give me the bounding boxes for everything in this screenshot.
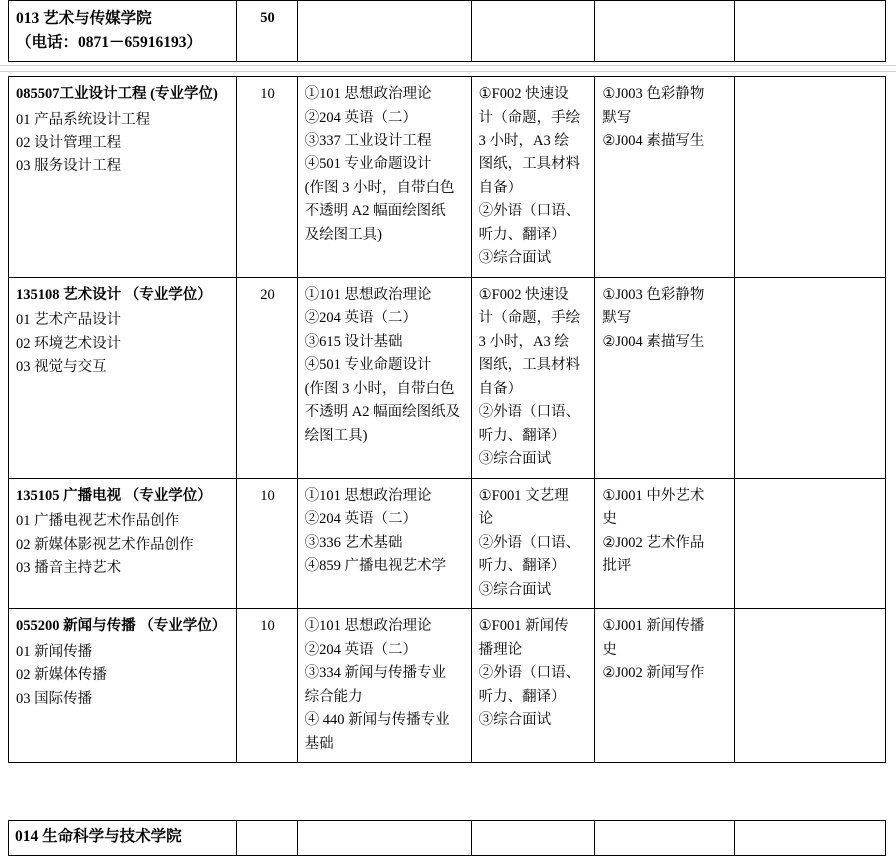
exam-line: ②204 英语（二） <box>304 310 418 327</box>
program-cell <box>9 77 237 278</box>
table-row <box>9 1 886 62</box>
direction-item: 03 服务设计工程 <box>16 158 122 175</box>
initial-exam-cell <box>297 609 471 763</box>
equivalent-line: ①J001 中外艺术 <box>602 487 705 504</box>
exam-line: ①101 思想政治理论 <box>304 86 432 103</box>
remark-cell <box>735 1 886 62</box>
exam-line: 及绘图工具) <box>304 226 382 243</box>
majors-table <box>8 76 886 763</box>
equivalent-line: 批评 <box>602 558 632 575</box>
exam-line: 不透明 A2 幅面绘图纸及 <box>304 404 461 421</box>
retest-line: ③综合面试 <box>478 250 552 267</box>
enrollment-count: 20 <box>237 277 297 478</box>
program-directions <box>16 109 230 179</box>
remark-cell <box>735 77 886 278</box>
exam-line: 综合能力 <box>304 688 363 705</box>
initial-exam-cell <box>297 1 471 62</box>
program-directions <box>16 641 230 711</box>
equivalent-line: ②J002 艺术作品 <box>602 534 705 551</box>
program-cell <box>9 478 237 608</box>
initial-exam-cell <box>297 277 471 478</box>
retest-line: ②外语（口语、 <box>478 534 581 551</box>
equivalent-line: ①J003 色彩静物 <box>602 86 705 103</box>
direction-item: 02 环境艺术设计 <box>16 335 122 352</box>
program-directions <box>16 309 230 379</box>
college-phone: （电话：0871－65916193） <box>16 34 203 52</box>
equivalent-cell <box>595 77 735 278</box>
table-row <box>9 77 886 278</box>
exam-line: ③337 工业设计工程 <box>304 133 432 149</box>
initial-exam-cell <box>297 478 471 608</box>
exam-line: ②204 英语（二） <box>304 109 418 126</box>
retest-cell <box>471 609 595 763</box>
program-title: 085507工业设计工程 (专业学位) <box>16 86 218 103</box>
equivalent-line: ①J003 色彩静物 <box>602 286 705 303</box>
initial-exam-cell <box>297 77 471 278</box>
enrollment-count: 10 <box>237 77 297 278</box>
exam-line: 不透明 A2 幅面绘图纸 <box>304 203 446 220</box>
program-title: 135108 艺术设计 （专业学位） <box>16 286 212 303</box>
retest-line: 3 小时，A3 绘 <box>478 133 569 149</box>
retest-line: ②外语（口语、 <box>478 404 581 421</box>
retest-line: ①F002 快速设 <box>478 86 569 103</box>
retest-line: 图纸，工具材料 <box>478 156 581 173</box>
retest-line: 图纸，工具材料 <box>478 357 581 374</box>
retest-cell <box>471 277 595 478</box>
equivalent-cell <box>595 1 735 62</box>
college-name-cell <box>9 1 237 62</box>
retest-line: 听力、翻译） <box>478 427 566 444</box>
retest-line: ①F001 文艺理 <box>478 487 569 504</box>
next-equivalent-cell <box>595 821 735 856</box>
retest-line: ①F002 快速设 <box>478 286 569 303</box>
exam-line: ①101 思想政治理论 <box>304 618 432 635</box>
retest-line: ③综合面试 <box>478 451 552 468</box>
direction-item: 02 新媒体传播 <box>16 667 107 684</box>
exam-line: ④501 专业命题设计 <box>304 156 432 173</box>
exam-line: ②204 英语（二） <box>304 641 418 658</box>
exam-line: 绘图工具) <box>304 427 368 444</box>
equivalent-line: 默写 <box>602 109 632 126</box>
direction-item: 02 新媒体影视艺术作品创作 <box>16 536 194 553</box>
retest-line: 播理论 <box>478 641 523 658</box>
direction-item: 01 广播电视艺术作品创作 <box>16 513 180 530</box>
retest-line: ③综合面试 <box>478 581 552 598</box>
direction-item: 02 设计管理工程 <box>16 135 122 151</box>
next-retest-cell <box>471 821 595 856</box>
table-row <box>9 277 886 478</box>
exam-line: ①101 思想政治理论 <box>304 286 432 303</box>
retest-line: 听力、翻译） <box>478 226 566 243</box>
exam-line: ③615 设计基础 <box>304 333 403 350</box>
equivalent-line: 史 <box>602 641 617 658</box>
equivalent-cell <box>595 277 735 478</box>
retest-cell <box>471 478 595 608</box>
retest-line: ②外语（口语、 <box>478 665 581 682</box>
retest-line: ③综合面试 <box>478 712 552 729</box>
exam-line: ③334 新闻与传播专业 <box>304 665 447 682</box>
exam-line: (作图 3 小时，自带白色 <box>304 179 455 196</box>
table-row <box>9 478 886 608</box>
remark-cell <box>735 478 886 608</box>
program-title: 135105 广播电视 （专业学位） <box>16 487 212 504</box>
equivalent-line: ②J004 素描写生 <box>602 133 705 149</box>
retest-line: 听力、翻译） <box>478 558 566 575</box>
program-cell <box>9 277 237 478</box>
direction-item: 01 产品系统设计工程 <box>16 111 151 128</box>
direction-item: 01 新闻传播 <box>16 643 93 660</box>
equivalent-line: ②J002 新闻写作 <box>602 665 705 682</box>
equivalent-line: 史 <box>602 511 617 528</box>
remark-cell <box>735 609 886 763</box>
retest-line: 自备） <box>478 380 523 397</box>
remark-cell <box>735 277 886 478</box>
program-cell <box>9 609 237 763</box>
exam-line: 基础 <box>304 735 334 752</box>
retest-line: 计（命题，手绘 <box>478 109 581 126</box>
next-remark-cell <box>735 821 886 856</box>
exam-line: ④859 广播电视艺术学 <box>304 558 447 575</box>
enrollment-count: 10 <box>237 478 297 608</box>
next-count-cell <box>237 821 297 856</box>
exam-line: ④501 专业命题设计 <box>304 357 432 374</box>
next-college-title: 014 生命科学与技术学院 <box>9 821 237 856</box>
equivalent-cell <box>595 478 735 608</box>
exam-line: (作图 3 小时，自带白色 <box>304 380 455 397</box>
equivalent-line: ①J001 新闻传播 <box>602 618 705 635</box>
retest-cell <box>471 1 595 62</box>
direction-item: 03 视觉与交互 <box>16 359 107 376</box>
direction-item: 03 播音主持艺术 <box>16 560 122 577</box>
direction-item: 01 艺术产品设计 <box>16 312 122 329</box>
table-row <box>9 609 886 763</box>
equivalent-line: ②J004 素描写生 <box>602 333 705 350</box>
exam-line: ③336 艺术基础 <box>304 534 403 551</box>
college-total-count: 50 <box>237 1 297 62</box>
exam-line: ②204 英语（二） <box>304 511 418 528</box>
exam-line: ④ 440 新闻与传播专业 <box>304 712 450 729</box>
retest-line: 自备） <box>478 179 523 196</box>
program-title: 055200 新闻与传播 （专业学位） <box>16 618 227 635</box>
direction-item: 03 国际传播 <box>16 690 93 707</box>
retest-line: 计（命题，手绘 <box>478 310 581 327</box>
equivalent-cell <box>595 609 735 763</box>
retest-line: 3 小时，A3 绘 <box>478 333 569 350</box>
retest-cell <box>471 77 595 278</box>
enrollment-count: 10 <box>237 609 297 763</box>
exam-line: ①101 思想政治理论 <box>304 487 432 504</box>
equivalent-line: 默写 <box>602 310 632 327</box>
table-row <box>9 821 886 856</box>
page-break-separator <box>0 62 896 76</box>
program-directions <box>16 510 230 580</box>
top-header-table <box>8 0 886 62</box>
retest-line: 听力、翻译） <box>478 688 566 705</box>
next-initial-exam-cell <box>297 821 471 856</box>
next-section-partial-row <box>8 820 886 845</box>
retest-line: 论 <box>478 511 494 528</box>
college-code-title: 013 艺术与传媒学院 <box>16 10 152 27</box>
retest-line: ①F001 新闻传 <box>478 618 569 635</box>
retest-line: ②外语（口语、 <box>478 203 581 220</box>
